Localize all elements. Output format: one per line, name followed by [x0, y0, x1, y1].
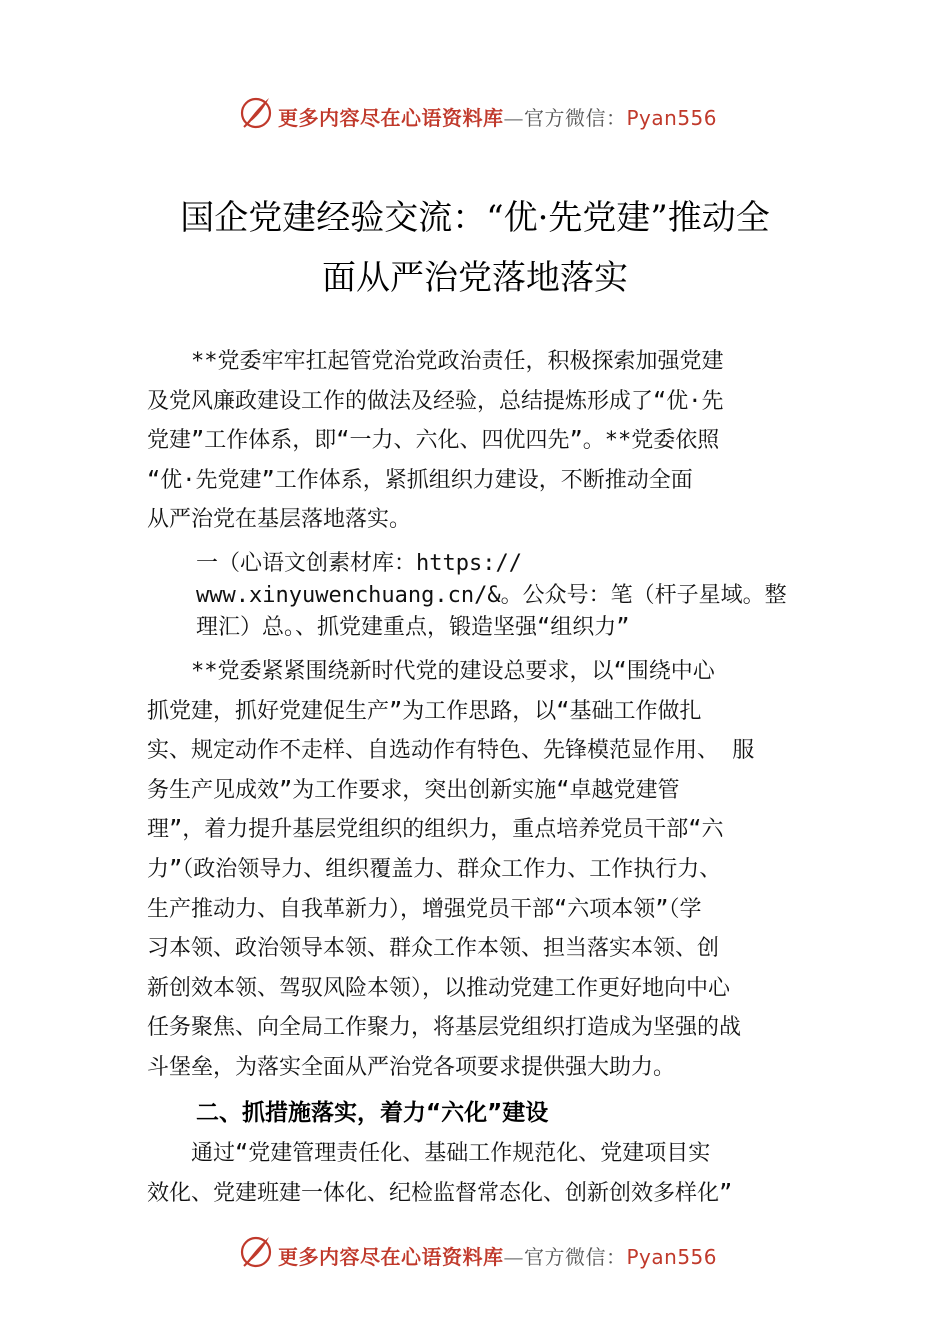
text-line: 通过“党建管理责任化、基础工作规范化、党建项目实 [147, 1141, 711, 1166]
text-line: 及党风廉政建设工作的做法及经验，总结提炼形成了“优·先 [147, 388, 724, 414]
document-title-line2: 面从严治党落地落实 [322, 258, 628, 298]
section1-heading [196, 548, 836, 644]
text-line: 务生产见成效”为工作要求，突出创新实施“卓越党建管 [147, 777, 680, 803]
intro-paragraph [147, 342, 823, 540]
text-line: 一（心语文创素材库：https:// [196, 551, 522, 576]
banner-text [278, 1241, 717, 1270]
banner-slogan: 更多内容尽在心语资料库 [278, 106, 504, 130]
text-line: 新创效本领、驾驭风险本领），以推动党建工作更好地向中心 [147, 975, 731, 1001]
banner-text [278, 102, 717, 131]
section2-body [147, 1134, 823, 1213]
banner-separator: — [503, 106, 524, 130]
section1-body [147, 652, 823, 1088]
text-line: 习本领、政治领导本领、群众工作本领、担当落实本领、创 [147, 936, 720, 962]
text-line: 抓党建，抓好党建促生产”为工作思路，以“基础工作做扎 [147, 698, 702, 724]
text-line: **党委紧紧围绕新时代党的建设总要求，以“围绕中心 [147, 659, 715, 684]
quill-logo-icon [238, 1233, 274, 1269]
banner-wechat-id: Pyan556 [626, 106, 718, 130]
text-line: 效化、党建班建一体化、纪检监督常态化、创新创效多样化” [147, 1180, 733, 1206]
banner-wechat-label: 官方微信： [524, 106, 627, 130]
banner-slogan: 更多内容尽在心语资料库 [278, 1245, 504, 1269]
text-line: www.xinyuwenchuang.cn/&。公众号：笔（杆子星域。整 [196, 583, 787, 608]
text-line: 理汇）总。、抓党建重点，锻造坚强“组织力” [196, 615, 630, 640]
document-title-line1: 国企党建经验交流：“优·先党建”推动全 [180, 198, 770, 238]
footer-banner [0, 1233, 950, 1273]
text-line: 生产推动力、自我革新力），增强党员干部“六项本领”（学 [147, 896, 702, 922]
text-line: 党建”工作体系，即“一力、六化、四优四先”。**党委依照 [147, 428, 720, 454]
quill-logo-icon [238, 94, 274, 130]
text-line: “优·先党建”工作体系，紧抓组织力建设，不断推动全面 [147, 467, 693, 493]
banner-separator: — [503, 1245, 524, 1269]
text-line: 斗堡垒，为落实全面从严治党各项要求提供强大助力。 [147, 1054, 676, 1080]
banner-wechat-id: Pyan556 [626, 1245, 718, 1269]
text-line: **党委牢牢扛起管党治党政治责任，积极探索加强党建 [147, 349, 724, 374]
text-line: 从严治党在基层落地落实。 [147, 507, 412, 533]
section2-heading: 二、抓措施落实，着力“六化”建设 [196, 1100, 549, 1126]
text-line: 理”，着力提升基层党组织的组织力，重点培养党员干部“六 [147, 817, 724, 843]
banner-wechat-label: 官方微信： [524, 1245, 627, 1269]
text-line: 力”（政治领导力、组织覆盖力、群众工作力、工作执行力、 [147, 856, 722, 882]
text-line: 实、规定动作不走样、自选动作有特色、先锋模范显作用、 服 [147, 738, 755, 764]
header-banner [0, 94, 950, 134]
text-line: 任务聚焦、向全局工作聚力，将基层党组织打造成为坚强的战 [147, 1015, 742, 1041]
